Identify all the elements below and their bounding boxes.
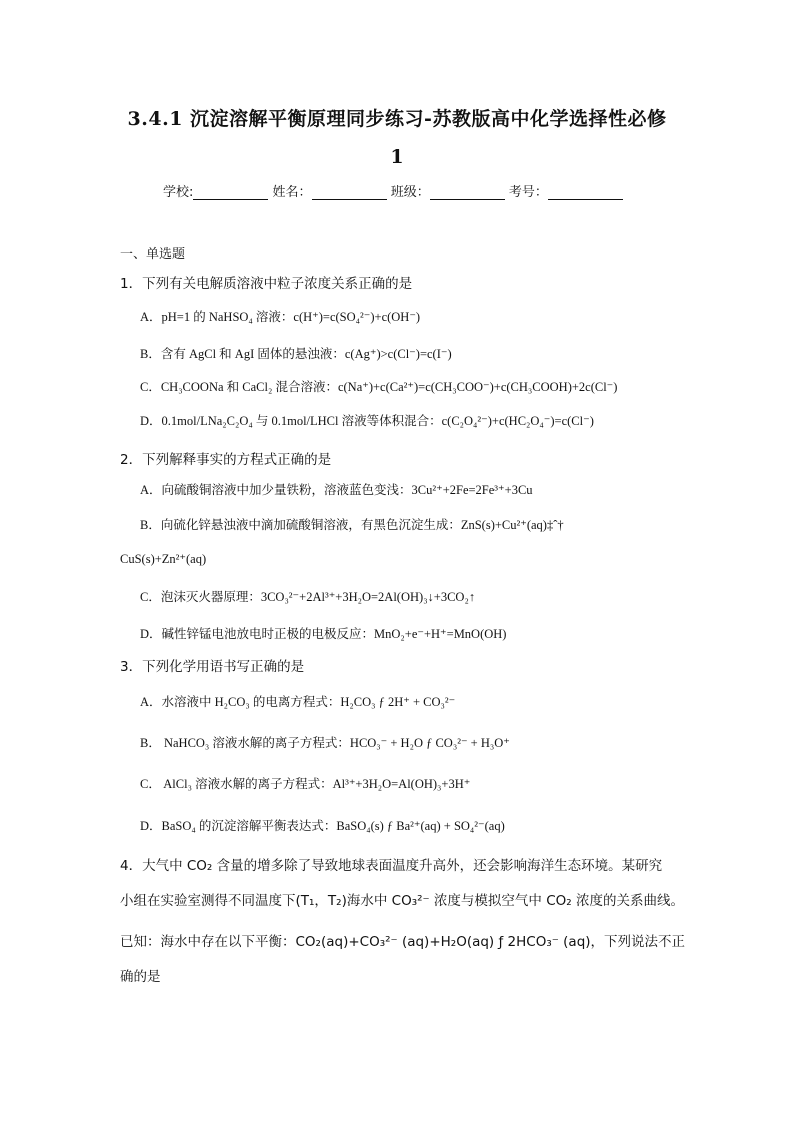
question-2-option-b-continued: CuS(s)+Zn²⁺(aq) (120, 552, 207, 566)
question-2-option-b: B．向硫化锌悬浊液中滴加硫酸铜溶液，有黑色沉淀生成：ZnS(s)+Cu²⁺(aq)‡ˆ† (140, 518, 564, 532)
question-4-line-3: 已知：海水中存在以下平衡：CO₂(aq)+CO₃²⁻ (aq)+H₂O(aq) ƒ 2HCO₃⁻ (aq)，下列说法不正 (120, 934, 686, 950)
question-2-stem: 2．下列解释事实的方程式正确的是 (120, 452, 332, 468)
question-1-option-d: D．0.1mol/LNa₂C₂O₄ 与 0.1mol/LHCl 溶液等体积混合：c(C₂O₄²⁻)+c(HC₂O₄⁻)=c(Cl⁻) (140, 414, 594, 428)
question-1-option-a: A．pH=1 的 NaHSO₄ 溶液：c(H⁺)=c(SO₄²⁻)+c(OH⁻) (140, 310, 421, 324)
student-info-line (163, 181, 623, 200)
school-label: 学校: (163, 185, 194, 200)
class-blank[interactable] (430, 185, 505, 200)
question-3-option-a: A．水溶液中 H₂CO₃ 的电离方程式：H₂CO₃ ƒ 2H⁺ + CO₃²⁻ (140, 695, 456, 709)
question-1-stem: 1．下列有关电解质溶液中粒子浓度关系正确的是 (120, 276, 413, 292)
question-2-option-c: C．泡沫灭火器原理：3CO₃²⁻+2Al³⁺+3H₂O=2Al(OH)₃↓+3CO₂↑ (140, 590, 476, 604)
question-2-option-d: D．碱性锌锰电池放电时正极的电极反应：MnO₂+e⁻+H⁺=MnO(OH) (140, 627, 507, 641)
class-label: 班级： (390, 185, 430, 200)
question-3-option-d: D．BaSO₄ 的沉淀溶解平衡表达式：BaSO₄(s) ƒ Ba²⁺(aq) + SO₄²⁻(aq) (140, 819, 505, 833)
school-blank[interactable] (193, 185, 268, 200)
question-4-stem: 4．大气中 CO₂ 含量的增多除了导致地球表面温度升高外，还会影响海洋生态环境。某研究 (120, 858, 663, 874)
question-3-option-b: B． NaHCO₃ 溶液水解的离子方程式：HCO₃⁻ + H₂O ƒ CO₃²⁻ + H₃O⁺ (140, 736, 510, 750)
question-4-line-2: 小组在实验室测得不同温度下(T₁，T₂)海水中 CO₃²⁻ 浓度与模拟空气中 CO₂ 浓度的关系曲线。 (120, 893, 684, 909)
question-4-line-4: 确的是 (120, 969, 161, 985)
exam-no-blank[interactable] (548, 185, 623, 200)
question-3-stem: 3．下列化学用语书写正确的是 (120, 659, 305, 675)
question-2-option-a: A．向硫酸铜溶液中加少量铁粉，溶液蓝色变浅：3Cu²⁺+2Fe=2Fe³⁺+3Cu (140, 483, 533, 497)
document-title-continued: 1 (390, 146, 404, 168)
exam-no-label: 考号： (508, 185, 548, 200)
name-label: 姓名： (272, 185, 312, 200)
section-heading: 一、单选题 (120, 247, 186, 262)
name-blank[interactable] (312, 185, 387, 200)
document-title: 3.4.1 沉淀溶解平衡原理同步练习-苏教版高中化学选择性必修 (127, 108, 667, 130)
question-1-option-c: C．CH₃COONa 和 CaCl₂ 混合溶液：c(Na⁺)+c(Ca²⁺)=c(CH₃COO⁻)+c(CH₃COOH)+2c(Cl⁻) (140, 380, 618, 394)
question-1-option-b: B．含有 AgCl 和 AgI 固体的悬浊液：c(Ag⁺)>c(Cl⁻)=c(I⁻) (140, 347, 452, 361)
question-3-option-c: C． AlCl₃ 溶液水解的离子方程式：Al³⁺+3H₂O=Al(OH)₃+3H⁺ (140, 777, 471, 791)
